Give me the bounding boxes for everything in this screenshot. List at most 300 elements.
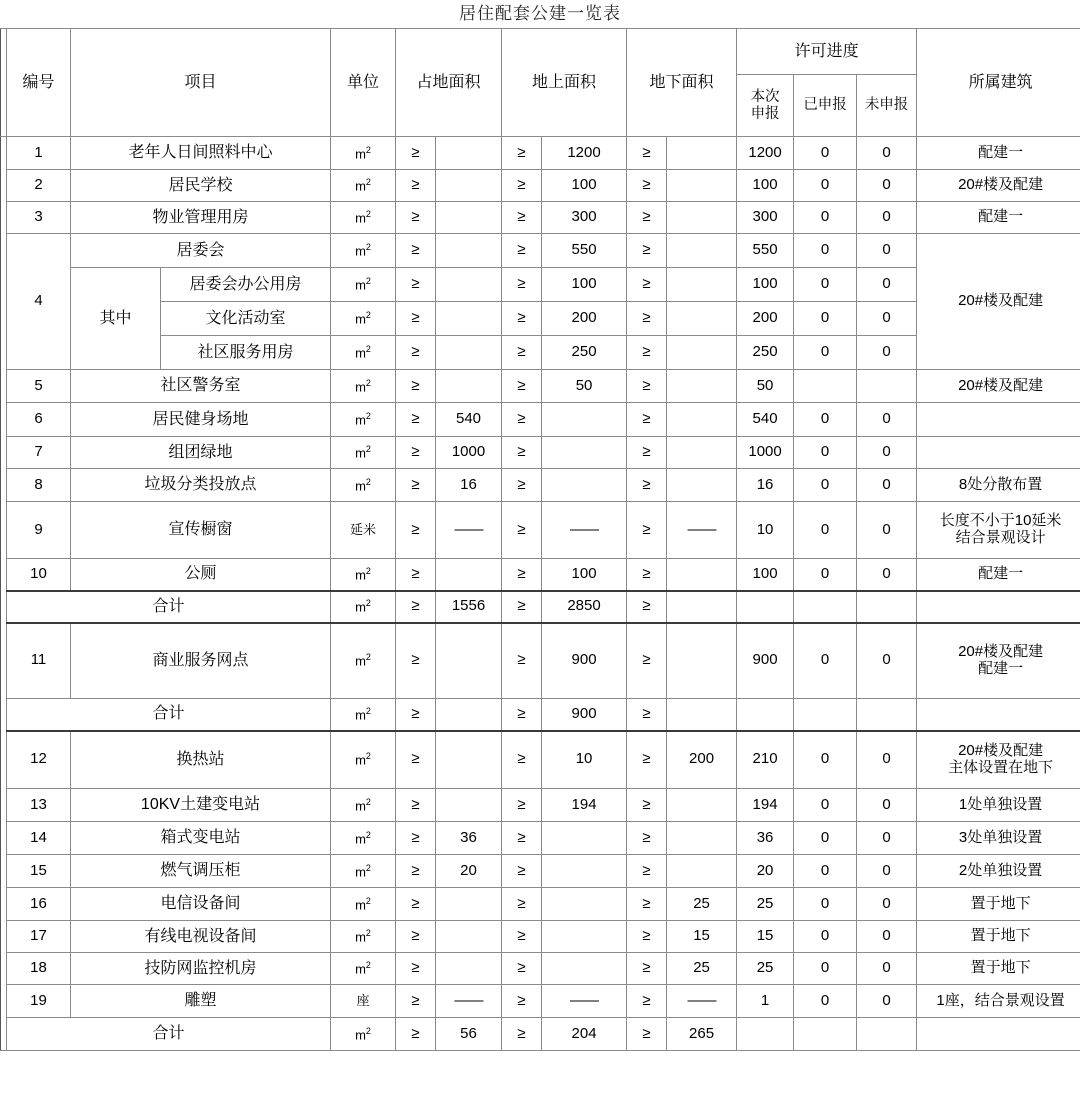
row-id: 5 bbox=[7, 370, 71, 403]
underground-value bbox=[667, 268, 737, 302]
row-unit: $m^2$ bbox=[331, 170, 396, 202]
building-value: 20#楼及配建 bbox=[917, 170, 1080, 202]
building-value: 2处单独设置 bbox=[917, 855, 1080, 888]
land-ge-symbol: ≥ bbox=[396, 623, 436, 699]
land-ge-symbol: ≥ bbox=[396, 888, 436, 921]
above-ground-value bbox=[542, 921, 627, 953]
row-project: 雕塑 bbox=[71, 985, 331, 1018]
land-value: 56 bbox=[436, 1018, 502, 1051]
current-apply-value: 250 bbox=[737, 336, 794, 370]
row-id: 14 bbox=[7, 822, 71, 855]
underground-ge-symbol: ≥ bbox=[627, 731, 667, 789]
table-row bbox=[1, 623, 1080, 699]
land-value bbox=[436, 623, 502, 699]
table-row bbox=[1, 234, 1080, 268]
row-project: 公厕 bbox=[71, 559, 331, 591]
table-row bbox=[1, 437, 1080, 469]
current-apply-value: 25 bbox=[737, 953, 794, 985]
land-value bbox=[436, 370, 502, 403]
row-project: 物业管理用房 bbox=[71, 202, 331, 234]
row-project: 老年人日间照料中心 bbox=[71, 137, 331, 170]
underground-ge-symbol: ≥ bbox=[627, 234, 667, 268]
row-project: 电信设备间 bbox=[71, 888, 331, 921]
land-ge-symbol: ≥ bbox=[396, 953, 436, 985]
above-ground-ge-symbol: ≥ bbox=[502, 234, 542, 268]
current-apply-value: 25 bbox=[737, 888, 794, 921]
current-apply-value: 36 bbox=[737, 822, 794, 855]
underground-value bbox=[667, 403, 737, 437]
underground-ge-symbol: ≥ bbox=[627, 855, 667, 888]
underground-value bbox=[667, 822, 737, 855]
total-label: 合计 bbox=[7, 699, 331, 731]
underground-value bbox=[667, 855, 737, 888]
land-value bbox=[436, 268, 502, 302]
building-value bbox=[917, 1018, 1080, 1051]
row-id: 13 bbox=[7, 789, 71, 822]
underground-value bbox=[667, 137, 737, 170]
header-not-applied: 未申报 bbox=[857, 75, 917, 137]
underground-value bbox=[667, 591, 737, 623]
land-value: —— bbox=[436, 985, 502, 1018]
land-value bbox=[436, 336, 502, 370]
building-value: 配建一 bbox=[917, 559, 1080, 591]
table-row bbox=[1, 170, 1080, 202]
row-project: 换热站 bbox=[71, 731, 331, 789]
land-value bbox=[436, 234, 502, 268]
row-unit: $m^2$ bbox=[331, 699, 396, 731]
total-label: 合计 bbox=[7, 591, 331, 623]
above-ground-value bbox=[542, 469, 627, 502]
underground-value bbox=[667, 234, 737, 268]
land-ge-symbol: ≥ bbox=[396, 137, 436, 170]
row-id: 18 bbox=[7, 953, 71, 985]
row-id: 6 bbox=[7, 403, 71, 437]
row-id: 11 bbox=[7, 623, 71, 699]
applied-value: 0 bbox=[794, 234, 857, 268]
building-value: 3处单独设置 bbox=[917, 822, 1080, 855]
row-unit: $m^2$ bbox=[331, 403, 396, 437]
current-apply-value: 900 bbox=[737, 623, 794, 699]
header-project: 项目 bbox=[71, 29, 331, 137]
row-project: 商业服务网点 bbox=[71, 623, 331, 699]
not-applied-value: 0 bbox=[857, 985, 917, 1018]
not-applied-value: 0 bbox=[857, 855, 917, 888]
row-project: 燃气调压柜 bbox=[71, 855, 331, 888]
not-applied-value: 0 bbox=[857, 559, 917, 591]
row-project: 文化活动室 bbox=[161, 302, 331, 336]
table-row bbox=[1, 789, 1080, 822]
land-ge-symbol: ≥ bbox=[396, 1018, 436, 1051]
not-applied-value: 0 bbox=[857, 953, 917, 985]
applied-value: 0 bbox=[794, 336, 857, 370]
underground-ge-symbol: ≥ bbox=[627, 302, 667, 336]
land-ge-symbol: ≥ bbox=[396, 234, 436, 268]
header-building: 所属建筑 bbox=[917, 29, 1080, 137]
above-ground-value: 194 bbox=[542, 789, 627, 822]
underground-ge-symbol: ≥ bbox=[627, 699, 667, 731]
row-project: 居委会办公用房 bbox=[161, 268, 331, 302]
underground-value: 25 bbox=[667, 953, 737, 985]
not-applied-value: 0 bbox=[857, 623, 917, 699]
applied-value: 0 bbox=[794, 137, 857, 170]
header-id: 编号 bbox=[7, 29, 71, 137]
underground-ge-symbol: ≥ bbox=[627, 789, 667, 822]
land-value bbox=[436, 302, 502, 336]
row-unit: 延米 bbox=[331, 502, 396, 559]
underground-value bbox=[667, 202, 737, 234]
underground-ge-symbol: ≥ bbox=[627, 403, 667, 437]
row-unit: $m^2$ bbox=[331, 137, 396, 170]
above-ground-ge-symbol: ≥ bbox=[502, 822, 542, 855]
underground-value: —— bbox=[667, 985, 737, 1018]
above-ground-ge-symbol: ≥ bbox=[502, 731, 542, 789]
land-value bbox=[436, 137, 502, 170]
land-value: 16 bbox=[436, 469, 502, 502]
not-applied-value: 0 bbox=[857, 502, 917, 559]
building-value: 配建一 bbox=[917, 137, 1080, 170]
above-ground-value: 2850 bbox=[542, 591, 627, 623]
land-ge-symbol: ≥ bbox=[396, 403, 436, 437]
above-ground-value: 100 bbox=[542, 268, 627, 302]
above-ground-value: 550 bbox=[542, 234, 627, 268]
current-apply-value bbox=[737, 591, 794, 623]
above-ground-ge-symbol: ≥ bbox=[502, 302, 542, 336]
land-ge-symbol: ≥ bbox=[396, 336, 436, 370]
current-apply-value: 300 bbox=[737, 202, 794, 234]
underground-ge-symbol: ≥ bbox=[627, 623, 667, 699]
above-ground-value bbox=[542, 855, 627, 888]
land-value: 20 bbox=[436, 855, 502, 888]
building-value: 置于地下 bbox=[917, 953, 1080, 985]
header-unit: 单位 bbox=[331, 29, 396, 137]
land-ge-symbol: ≥ bbox=[396, 921, 436, 953]
building-value: 配建一 bbox=[917, 202, 1080, 234]
above-ground-ge-symbol: ≥ bbox=[502, 921, 542, 953]
above-ground-ge-symbol: ≥ bbox=[502, 591, 542, 623]
row-id: 12 bbox=[7, 731, 71, 789]
underground-value: 25 bbox=[667, 888, 737, 921]
not-applied-value bbox=[857, 591, 917, 623]
above-ground-ge-symbol: ≥ bbox=[502, 1018, 542, 1051]
applied-value: 0 bbox=[794, 559, 857, 591]
current-apply-value: 194 bbox=[737, 789, 794, 822]
above-ground-ge-symbol: ≥ bbox=[502, 855, 542, 888]
row-id: 10 bbox=[7, 559, 71, 591]
above-ground-ge-symbol: ≥ bbox=[502, 336, 542, 370]
table-row bbox=[1, 731, 1080, 789]
row-unit: $m^2$ bbox=[331, 268, 396, 302]
row-project: 有线电视设备间 bbox=[71, 921, 331, 953]
row-unit: $m^2$ bbox=[331, 370, 396, 403]
table-row bbox=[1, 888, 1080, 921]
current-apply-value: 16 bbox=[737, 469, 794, 502]
underground-ge-symbol: ≥ bbox=[627, 888, 667, 921]
not-applied-value: 0 bbox=[857, 302, 917, 336]
current-apply-value: 200 bbox=[737, 302, 794, 336]
row-subgroup-label: 其中 bbox=[71, 268, 161, 370]
table-row bbox=[1, 469, 1080, 502]
land-ge-symbol: ≥ bbox=[396, 822, 436, 855]
applied-value: 0 bbox=[794, 921, 857, 953]
not-applied-value: 0 bbox=[857, 921, 917, 953]
table-total-row bbox=[1, 1018, 1080, 1051]
header-land-area: 占地面积 bbox=[396, 29, 502, 137]
table-row bbox=[1, 502, 1080, 559]
above-ground-ge-symbol: ≥ bbox=[502, 170, 542, 202]
current-apply-value: 540 bbox=[737, 403, 794, 437]
above-ground-value: 10 bbox=[542, 731, 627, 789]
land-ge-symbol: ≥ bbox=[396, 699, 436, 731]
table-row bbox=[1, 403, 1080, 437]
underground-ge-symbol: ≥ bbox=[627, 336, 667, 370]
header-above-ground: 地上面积 bbox=[502, 29, 627, 137]
above-ground-value: 100 bbox=[542, 170, 627, 202]
underground-value bbox=[667, 559, 737, 591]
building-value: 置于地下 bbox=[917, 888, 1080, 921]
land-ge-symbol: ≥ bbox=[396, 789, 436, 822]
current-apply-value: 50 bbox=[737, 370, 794, 403]
not-applied-value bbox=[857, 370, 917, 403]
land-ge-symbol: ≥ bbox=[396, 985, 436, 1018]
above-ground-value: 900 bbox=[542, 699, 627, 731]
above-ground-ge-symbol: ≥ bbox=[502, 953, 542, 985]
building-value: 1座，结合景观设置 bbox=[917, 985, 1080, 1018]
above-ground-ge-symbol: ≥ bbox=[502, 137, 542, 170]
land-ge-symbol: ≥ bbox=[396, 731, 436, 789]
land-ge-symbol: ≥ bbox=[396, 370, 436, 403]
row-unit: $m^2$ bbox=[331, 469, 396, 502]
land-value bbox=[436, 953, 502, 985]
land-ge-symbol: ≥ bbox=[396, 170, 436, 202]
table-total-row bbox=[1, 699, 1080, 731]
applied-value: 0 bbox=[794, 437, 857, 469]
land-value: 1000 bbox=[436, 437, 502, 469]
underground-ge-symbol: ≥ bbox=[627, 921, 667, 953]
row-id: 2 bbox=[7, 170, 71, 202]
above-ground-value: —— bbox=[542, 985, 627, 1018]
header-current-apply: 本次 申报 bbox=[737, 75, 794, 137]
row-id: 19 bbox=[7, 985, 71, 1018]
row-id: 17 bbox=[7, 921, 71, 953]
land-ge-symbol: ≥ bbox=[396, 855, 436, 888]
row-project: 居委会 bbox=[71, 234, 331, 268]
underground-value: —— bbox=[667, 502, 737, 559]
above-ground-value bbox=[542, 888, 627, 921]
land-value: 1556 bbox=[436, 591, 502, 623]
above-ground-value bbox=[542, 403, 627, 437]
applied-value: 0 bbox=[794, 789, 857, 822]
above-ground-ge-symbol: ≥ bbox=[502, 437, 542, 469]
above-ground-ge-symbol: ≥ bbox=[502, 888, 542, 921]
not-applied-value: 0 bbox=[857, 437, 917, 469]
land-value bbox=[436, 559, 502, 591]
public-facilities-table bbox=[0, 28, 1080, 1051]
land-ge-symbol: ≥ bbox=[396, 559, 436, 591]
applied-value: 0 bbox=[794, 623, 857, 699]
above-ground-ge-symbol: ≥ bbox=[502, 559, 542, 591]
above-ground-value: 300 bbox=[542, 202, 627, 234]
row-unit: $m^2$ bbox=[331, 888, 396, 921]
row-project: 社区警务室 bbox=[71, 370, 331, 403]
applied-value: 0 bbox=[794, 403, 857, 437]
not-applied-value: 0 bbox=[857, 336, 917, 370]
not-applied-value: 0 bbox=[857, 789, 917, 822]
land-ge-symbol: ≥ bbox=[396, 202, 436, 234]
land-value bbox=[436, 789, 502, 822]
not-applied-value: 0 bbox=[857, 469, 917, 502]
applied-value: 0 bbox=[794, 202, 857, 234]
current-apply-value: 20 bbox=[737, 855, 794, 888]
applied-value bbox=[794, 591, 857, 623]
above-ground-value: 900 bbox=[542, 623, 627, 699]
table-row bbox=[1, 137, 1080, 170]
underground-ge-symbol: ≥ bbox=[627, 170, 667, 202]
not-applied-value: 0 bbox=[857, 822, 917, 855]
row-id: 16 bbox=[7, 888, 71, 921]
header-underground: 地下面积 bbox=[627, 29, 737, 137]
current-apply-value: 1 bbox=[737, 985, 794, 1018]
row-id: 9 bbox=[7, 502, 71, 559]
row-project: 10KV土建变电站 bbox=[71, 789, 331, 822]
land-ge-symbol: ≥ bbox=[396, 469, 436, 502]
header-applied: 已申报 bbox=[794, 75, 857, 137]
land-value bbox=[436, 699, 502, 731]
underground-ge-symbol: ≥ bbox=[627, 469, 667, 502]
table-row bbox=[1, 985, 1080, 1018]
underground-value: 15 bbox=[667, 921, 737, 953]
applied-value: 0 bbox=[794, 469, 857, 502]
row-unit: $m^2$ bbox=[331, 1018, 396, 1051]
applied-value: 0 bbox=[794, 170, 857, 202]
table-row bbox=[1, 370, 1080, 403]
land-value: 36 bbox=[436, 822, 502, 855]
row-id: 1 bbox=[7, 137, 71, 170]
above-ground-value: 204 bbox=[542, 1018, 627, 1051]
above-ground-value: 100 bbox=[542, 559, 627, 591]
above-ground-ge-symbol: ≥ bbox=[502, 699, 542, 731]
building-value bbox=[917, 403, 1080, 437]
applied-value: 0 bbox=[794, 731, 857, 789]
table-row bbox=[1, 202, 1080, 234]
applied-value: 0 bbox=[794, 985, 857, 1018]
underground-ge-symbol: ≥ bbox=[627, 268, 667, 302]
row-project: 箱式变电站 bbox=[71, 822, 331, 855]
not-applied-value: 0 bbox=[857, 170, 917, 202]
land-value bbox=[436, 202, 502, 234]
underground-value: 200 bbox=[667, 731, 737, 789]
above-ground-ge-symbol: ≥ bbox=[502, 985, 542, 1018]
underground-ge-symbol: ≥ bbox=[627, 202, 667, 234]
above-ground-ge-symbol: ≥ bbox=[502, 623, 542, 699]
row-project: 宣传橱窗 bbox=[71, 502, 331, 559]
total-label: 合计 bbox=[7, 1018, 331, 1051]
row-id: 4 bbox=[7, 234, 71, 370]
current-apply-value: 1000 bbox=[737, 437, 794, 469]
underground-ge-symbol: ≥ bbox=[627, 137, 667, 170]
above-ground-ge-symbol: ≥ bbox=[502, 202, 542, 234]
row-project: 垃圾分类投放点 bbox=[71, 469, 331, 502]
applied-value: 0 bbox=[794, 302, 857, 336]
not-applied-value: 0 bbox=[857, 234, 917, 268]
underground-value bbox=[667, 469, 737, 502]
above-ground-ge-symbol: ≥ bbox=[502, 403, 542, 437]
applied-value: 0 bbox=[794, 822, 857, 855]
row-unit: $m^2$ bbox=[331, 559, 396, 591]
above-ground-ge-symbol: ≥ bbox=[502, 469, 542, 502]
row-unit: $m^2$ bbox=[331, 822, 396, 855]
header-permit-progress: 许可进度 bbox=[737, 29, 917, 75]
land-ge-symbol: ≥ bbox=[396, 302, 436, 336]
not-applied-value: 0 bbox=[857, 268, 917, 302]
above-ground-ge-symbol: ≥ bbox=[502, 502, 542, 559]
building-value bbox=[917, 591, 1080, 623]
applied-value bbox=[794, 370, 857, 403]
current-apply-value: 10 bbox=[737, 502, 794, 559]
table-row bbox=[1, 921, 1080, 953]
applied-value: 0 bbox=[794, 268, 857, 302]
underground-value bbox=[667, 302, 737, 336]
row-unit: $m^2$ bbox=[331, 789, 396, 822]
underground-value bbox=[667, 789, 737, 822]
row-unit: $m^2$ bbox=[331, 731, 396, 789]
above-ground-value bbox=[542, 953, 627, 985]
building-value: 20#楼及配建 bbox=[917, 370, 1080, 403]
underground-value bbox=[667, 370, 737, 403]
building-value: 20#楼及配建 配建一 bbox=[917, 623, 1080, 699]
not-applied-value: 0 bbox=[857, 888, 917, 921]
row-id: 8 bbox=[7, 469, 71, 502]
table-row bbox=[1, 855, 1080, 888]
land-value bbox=[436, 921, 502, 953]
current-apply-value: 100 bbox=[737, 170, 794, 202]
not-applied-value: 0 bbox=[857, 137, 917, 170]
row-unit: $m^2$ bbox=[331, 234, 396, 268]
building-value: 置于地下 bbox=[917, 921, 1080, 953]
row-id: 3 bbox=[7, 202, 71, 234]
row-unit: $m^2$ bbox=[331, 437, 396, 469]
row-unit: $m^2$ bbox=[331, 591, 396, 623]
land-ge-symbol: ≥ bbox=[396, 502, 436, 559]
row-unit: $m^2$ bbox=[331, 953, 396, 985]
current-apply-value bbox=[737, 1018, 794, 1051]
land-ge-symbol: ≥ bbox=[396, 591, 436, 623]
current-apply-value: 210 bbox=[737, 731, 794, 789]
building-value bbox=[917, 699, 1080, 731]
above-ground-value: 250 bbox=[542, 336, 627, 370]
underground-value: 265 bbox=[667, 1018, 737, 1051]
current-apply-value: 550 bbox=[737, 234, 794, 268]
underground-ge-symbol: ≥ bbox=[627, 1018, 667, 1051]
above-ground-ge-symbol: ≥ bbox=[502, 268, 542, 302]
applied-value: 0 bbox=[794, 888, 857, 921]
row-unit: $m^2$ bbox=[331, 623, 396, 699]
underground-ge-symbol: ≥ bbox=[627, 370, 667, 403]
above-ground-value: 200 bbox=[542, 302, 627, 336]
underground-ge-symbol: ≥ bbox=[627, 559, 667, 591]
not-applied-value bbox=[857, 1018, 917, 1051]
underground-value bbox=[667, 170, 737, 202]
underground-ge-symbol: ≥ bbox=[627, 822, 667, 855]
row-unit: $m^2$ bbox=[331, 336, 396, 370]
current-apply-value bbox=[737, 699, 794, 731]
land-value: 540 bbox=[436, 403, 502, 437]
row-id: 7 bbox=[7, 437, 71, 469]
page-title: 居住配套公建一览表 bbox=[459, 4, 621, 23]
row-project: 社区服务用房 bbox=[161, 336, 331, 370]
building-value: 1处单独设置 bbox=[917, 789, 1080, 822]
row-project: 技防网监控机房 bbox=[71, 953, 331, 985]
building-value: 8处分散布置 bbox=[917, 469, 1080, 502]
